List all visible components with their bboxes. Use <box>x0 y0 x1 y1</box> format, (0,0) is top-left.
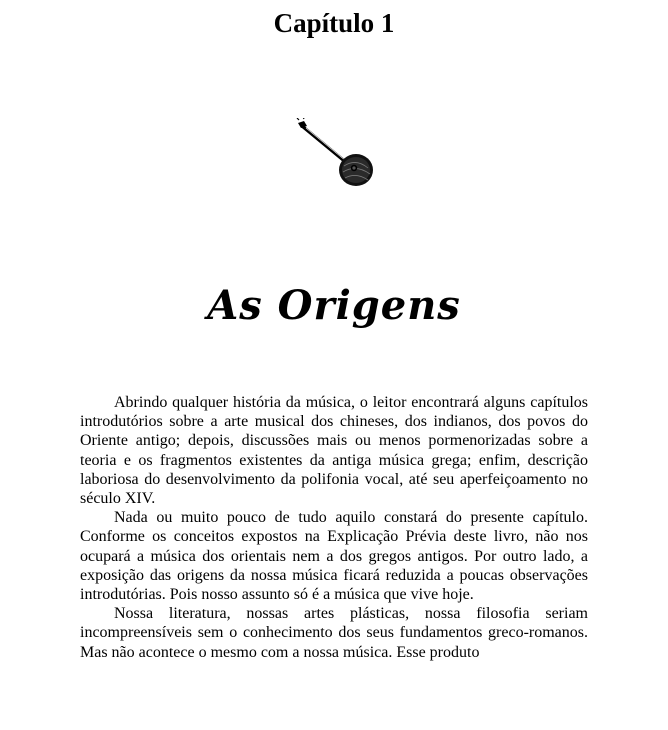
chapter-title: Capítulo 1 <box>273 8 395 38</box>
lute-icon <box>296 118 380 190</box>
paragraph: Nada ou muito pouco de tudo aquilo constará do presente capítulo. Conforme os conceitos expostos na Explicação Prévia deste livro, não nos ocupará a música dos orientais nem a dos gregos antigos. Por outro lado, a exposição das origens da nossa música ficará reduzida a poucas observações introdutórias. Pois nosso assunto só é a música que vive hoje. <box>80 509 588 604</box>
paragraph: Nossa literatura, nossas artes plásticas, nossa filosofia seriam incompreensíveis sem o conhecimento dos seus fundamentos greco-romanos. Mas não acontece o mesmo com a nossa música. Esse produto <box>80 605 588 661</box>
section-title: As Origens <box>207 282 461 329</box>
body-text <box>80 393 588 662</box>
paragraph: Abrindo qualquer história da música, o leitor encontrará alguns capítulos introdutórios sobre a arte musical dos chineses, dos indianos, dos povos do Oriente antigo; depois, discussões mais ou menos pormenorizadas sobre a teoria e os fragmentos existentes da antiga música grega; enfim, descrição laboriosa do desenvolvimento da polifonia vocal, até seu aperfeiçoamento no século XIV. <box>80 394 588 508</box>
